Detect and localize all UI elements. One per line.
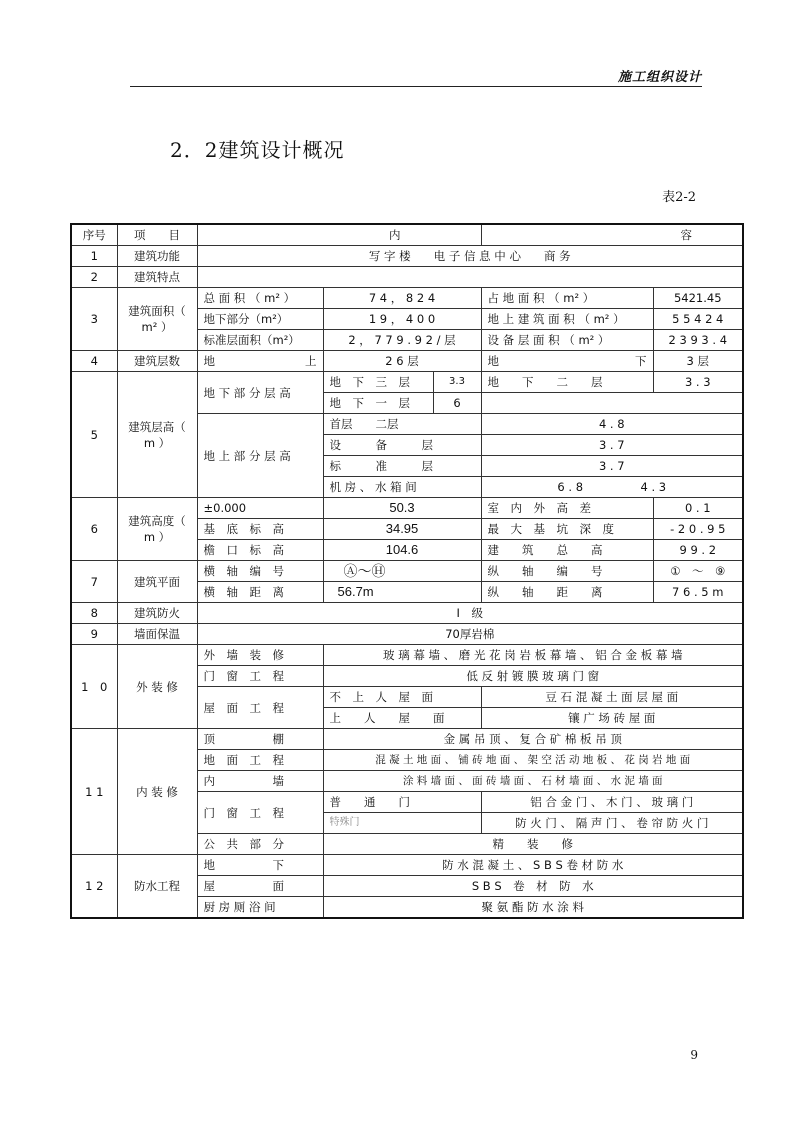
aboveground-height-group: 地 上 部 分 层 高 bbox=[197, 414, 323, 498]
footprint-area-value: 5421.45 bbox=[653, 288, 743, 309]
running-header-title: 施工组织设计 bbox=[617, 70, 702, 85]
underground-waterproof-label: 地 下 bbox=[197, 855, 323, 876]
non-accessible-roof-label: 不 上 人 屋 面 bbox=[323, 687, 481, 708]
indoor-outdoor-diff-value: 0 . 1 bbox=[653, 498, 743, 519]
floor-works-label: 地 面 工 程 bbox=[197, 750, 323, 771]
indoor-outdoor-diff-label: 室 内 外 高 差 bbox=[481, 498, 653, 519]
ceiling-value: 金 属 吊 顶 、 复 合 矿 棉 板 吊 顶 bbox=[323, 729, 743, 750]
ceiling-label: 顶 棚 bbox=[197, 729, 323, 750]
row-no: 8 bbox=[71, 603, 117, 624]
floor-works-value: 混 凝 土 地 面 、 铺 砖 地 面 、 架 空 活 动 地 板 、 花 岗 岩 地 面 bbox=[323, 750, 743, 771]
public-areas-label: 公 共 部 分 bbox=[197, 834, 323, 855]
row-no: 3 bbox=[71, 288, 117, 351]
roof-waterproof-value: S B S 卷 材 防 水 bbox=[323, 876, 743, 897]
eave-elevation-value: 104.6 bbox=[323, 540, 481, 561]
equipment-floor-height-value: 3 . 7 bbox=[481, 435, 743, 456]
interior-doors-label: 门 窗 工 程 bbox=[197, 792, 323, 834]
function-content: 写 字 楼 电 子 信 息 中 心 商 务 bbox=[197, 246, 743, 267]
table-row bbox=[71, 351, 743, 372]
floors-above-label-right: 上 bbox=[305, 354, 317, 368]
row-no: 9 bbox=[71, 624, 117, 645]
features-content bbox=[197, 267, 743, 288]
table-row bbox=[71, 498, 743, 519]
floors-below-label bbox=[481, 351, 653, 372]
table-row bbox=[71, 267, 743, 288]
floors-above-label bbox=[197, 351, 323, 372]
ordinary-door-label: 普 通 门 bbox=[323, 792, 481, 813]
floors-below-label-left: 地 bbox=[487, 354, 500, 368]
row-no: 2 bbox=[71, 267, 117, 288]
underground-area-value: 1 9 ， 4 0 0 bbox=[323, 309, 481, 330]
eave-elevation-label: 檐 口 标 高 bbox=[197, 540, 323, 561]
underground-waterproof-value: 防 水 混 凝 土 、 S B S 卷 材 防 水 bbox=[323, 855, 743, 876]
b2-height-label: 地 下 二 层 bbox=[481, 372, 653, 393]
row-item: 外 装 修 bbox=[117, 645, 197, 729]
floors-below-label-right: 下 bbox=[635, 354, 647, 368]
b1-height-value: 6 bbox=[433, 393, 481, 414]
interior-wall-value: 涂 料 墙 面 、 面 砖 墙 面 、 石 材 墙 面 、 水 泥 墙 面 bbox=[323, 771, 743, 792]
floors-above-value: 2 6 层 bbox=[323, 351, 481, 372]
row-item: 建筑层数 bbox=[117, 351, 197, 372]
row-no: 1 bbox=[71, 246, 117, 267]
table-row bbox=[71, 645, 743, 666]
row-no: 6 bbox=[71, 498, 117, 561]
horizontal-axis-distance-value: 56.7m bbox=[323, 582, 481, 603]
exterior-wall-label: 外 墙 装 修 bbox=[197, 645, 323, 666]
machine-room-height-value-2: 4 . 3 bbox=[640, 480, 667, 494]
table-row bbox=[71, 603, 743, 624]
roofing-label: 屋 面 工 程 bbox=[197, 687, 323, 729]
row-no: 1 0 bbox=[71, 645, 117, 729]
table-row bbox=[71, 561, 743, 582]
page-number: 9 bbox=[690, 1048, 698, 1062]
f1-f2-height-value: 4 . 8 bbox=[481, 414, 743, 435]
machine-room-height-value bbox=[481, 477, 743, 498]
total-area-label: 总 面 积 （ m² ） bbox=[197, 288, 323, 309]
equipment-floor-area-value: 2 3 9 3 . 4 bbox=[653, 330, 743, 351]
total-height-label: 建 筑 总 高 bbox=[481, 540, 653, 561]
special-door-value: 防 火 门 、 隔 声 门 、 卷 帘 防 火 门 bbox=[481, 813, 743, 834]
row-item: 内 装 修 bbox=[117, 729, 197, 855]
b3-height-value: 3.3 bbox=[433, 372, 481, 393]
standard-floor-height-label: 标 准 层 bbox=[323, 456, 481, 477]
horizontal-axis-number-label: 横 轴 编 号 bbox=[197, 561, 323, 582]
accessible-roof-label: 上 人 屋 面 bbox=[323, 708, 481, 729]
total-area-value: 7 4 ， 8 2 4 bbox=[323, 288, 481, 309]
row-item: 墙面保温 bbox=[117, 624, 197, 645]
non-accessible-roof-value: 豆 石 混 凝 土 面 层 屋 面 bbox=[481, 687, 743, 708]
max-pit-depth-value: - 2 0 . 9 5 bbox=[653, 519, 743, 540]
horizontal-axis-distance-label: 横 轴 距 离 bbox=[197, 582, 323, 603]
exterior-wall-value: 玻 璃 幕 墙 、 磨 光 花 岗 岩 板 幕 墙 、 铝 合 金 板 幕 墙 bbox=[323, 645, 743, 666]
b2-height-value: 3 . 3 bbox=[653, 372, 743, 393]
underground-height-group: 地 下 部 分 层 高 bbox=[197, 372, 323, 414]
b1-height-label: 地 下 一 层 bbox=[323, 393, 433, 414]
row-item: 建筑功能 bbox=[117, 246, 197, 267]
equipment-floor-area-label: 设 备 层 面 积 （ m² ） bbox=[481, 330, 653, 351]
table-row bbox=[71, 288, 743, 309]
total-height-value: 9 9 . 2 bbox=[653, 540, 743, 561]
row-item: 建筑层高（ m ） bbox=[117, 372, 197, 498]
machine-room-height-value-1: 6 . 8 bbox=[557, 480, 584, 494]
row-item: 建筑防火 bbox=[117, 603, 197, 624]
special-door-label: 特殊门 bbox=[323, 813, 481, 834]
vertical-axis-distance-label: 纵 轴 距 离 bbox=[481, 582, 653, 603]
table-row bbox=[71, 372, 743, 393]
standard-floor-area-value: 2 ， 7 7 9 . 9 2 / 层 bbox=[323, 330, 481, 351]
row-no: 5 bbox=[71, 372, 117, 498]
empty-cell bbox=[481, 393, 743, 414]
wet-area-waterproof-label: 厨 房 厕 浴 间 bbox=[197, 897, 323, 919]
header-no: 序号 bbox=[71, 224, 117, 246]
roof-waterproof-label: 屋 面 bbox=[197, 876, 323, 897]
row-no: 1 1 bbox=[71, 729, 117, 855]
standard-floor-area-label: 标准层面积（m²） bbox=[197, 330, 323, 351]
vertical-axis-number-value: ① ～ ⑨ bbox=[653, 561, 743, 582]
row-no: 7 bbox=[71, 561, 117, 603]
wall-insulation-value: 70厚岩棉 bbox=[197, 624, 743, 645]
interior-wall-label: 内 墙 bbox=[197, 771, 323, 792]
header-item: 项 目 bbox=[117, 224, 197, 246]
building-overview-table bbox=[70, 223, 744, 919]
header-content-left: 内 bbox=[197, 224, 481, 246]
b3-height-label: 地 下 三 层 bbox=[323, 372, 433, 393]
table-row bbox=[71, 246, 743, 267]
exterior-windows-value: 低 反 射 镀 膜 玻 璃 门 窗 bbox=[323, 666, 743, 687]
table-header-row bbox=[71, 224, 743, 246]
footprint-area-label: 占 地 面 积 （ m² ） bbox=[481, 288, 653, 309]
table-row bbox=[71, 729, 743, 750]
row-item: 建筑高度（ m ） bbox=[117, 498, 197, 561]
table-number: 表2-2 bbox=[662, 190, 696, 205]
row-no: 1 2 bbox=[71, 855, 117, 919]
ordinary-door-value: 铝 合 金 门 、 木 门 、 玻 璃 门 bbox=[481, 792, 743, 813]
aboveground-area-value: 5 5 4 2 4 bbox=[653, 309, 743, 330]
row-item: 建筑面积（ m² ） bbox=[117, 288, 197, 351]
header-content-right: 容 bbox=[481, 224, 743, 246]
foundation-elevation-label: 基 底 标 高 bbox=[197, 519, 323, 540]
table-row bbox=[71, 855, 743, 876]
header-rule bbox=[130, 86, 702, 87]
aboveground-area-label: 地 上 建 筑 面 积 （ m² ） bbox=[481, 309, 653, 330]
zero-elevation-value: 50.3 bbox=[323, 498, 481, 519]
max-pit-depth-label: 最 大 基 坑 深 度 bbox=[481, 519, 653, 540]
standard-floor-height-value: 3 . 7 bbox=[481, 456, 743, 477]
row-item: 建筑平面 bbox=[117, 561, 197, 603]
fire-rating-value: I 级 bbox=[197, 603, 743, 624]
wet-area-waterproof-value: 聚 氨 酯 防 水 涂 料 bbox=[323, 897, 743, 919]
floors-above-label-left: 地 bbox=[203, 354, 215, 368]
underground-area-label: 地下部分（m²） bbox=[197, 309, 323, 330]
f1-f2-height-label: 首层 二层 bbox=[323, 414, 481, 435]
machine-room-height-label: 机 房 、 水 箱 间 bbox=[323, 477, 481, 498]
vertical-axis-distance-value: 7 6 . 5 m bbox=[653, 582, 743, 603]
zero-elevation-label: ±0.000 bbox=[197, 498, 323, 519]
foundation-elevation-value: 34.95 bbox=[323, 519, 481, 540]
row-item: 防水工程 bbox=[117, 855, 197, 919]
horizontal-axis-number-value: Ⓐ～Ⓗ bbox=[323, 561, 481, 582]
exterior-windows-label: 门 窗 工 程 bbox=[197, 666, 323, 687]
vertical-axis-number-label: 纵 轴 编 号 bbox=[481, 561, 653, 582]
row-item: 建筑特点 bbox=[117, 267, 197, 288]
table-row bbox=[71, 624, 743, 645]
row-no: 4 bbox=[71, 351, 117, 372]
public-areas-value: 精 装 修 bbox=[323, 834, 743, 855]
floors-below-value: 3 层 bbox=[653, 351, 743, 372]
section-title: 2．2建筑设计概况 bbox=[170, 138, 345, 162]
accessible-roof-value: 镶 广 场 砖 屋 面 bbox=[481, 708, 743, 729]
equipment-floor-height-label: 设 备 层 bbox=[323, 435, 481, 456]
